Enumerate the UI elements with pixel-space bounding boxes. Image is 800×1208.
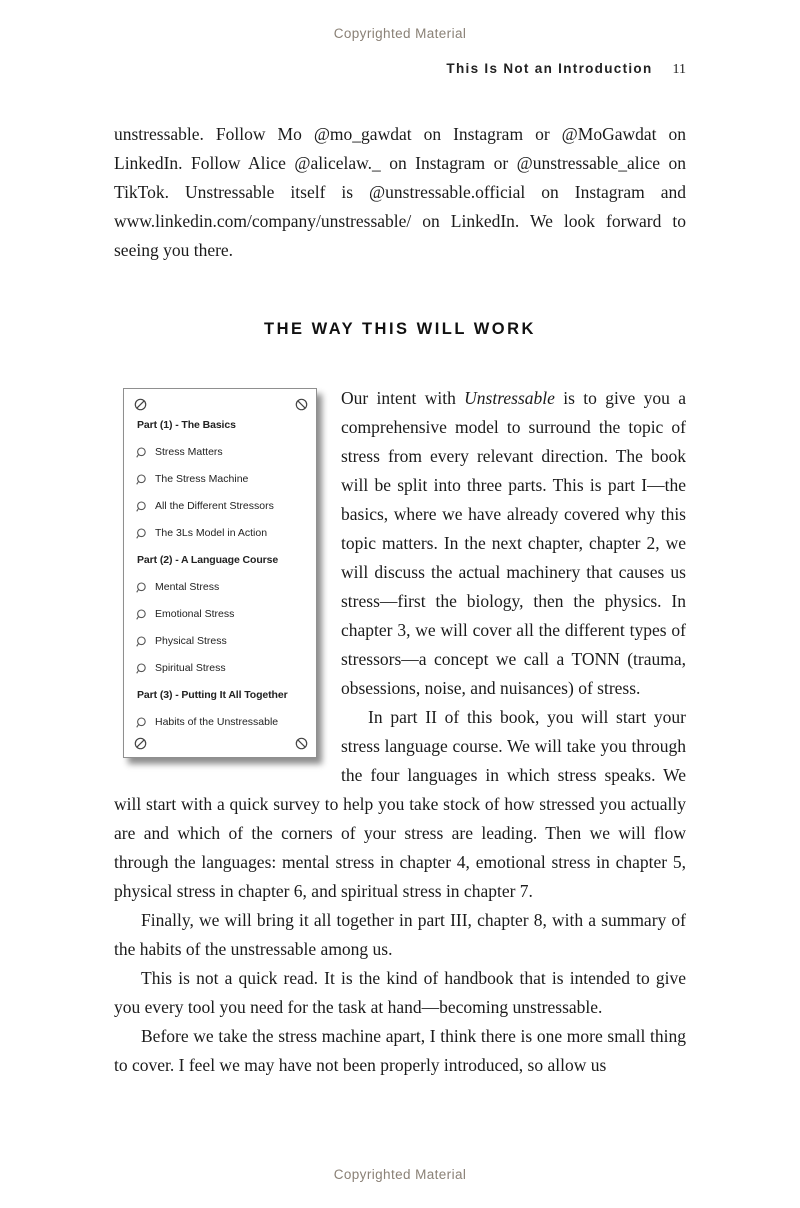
figure-item-label: Mental Stress xyxy=(155,581,220,593)
paragraph-part-two: In part II of this book, you will start your stress language course. We will take you through the four languages in which stress speaks. We will start with a quick survey to help you take stock of how stressed you actually are and which of the corners of your stress are leading. Then we will flow through the languages: mental stress in chapter 4, emotional stress in chapter 5, physical stress in chapter 6, and spiritual stress in chapter 7. xyxy=(114,707,686,901)
figure-item-label: Physical Stress xyxy=(155,635,227,647)
figure-item-label: All the Different Stressors xyxy=(155,500,274,512)
figure-list-item xyxy=(134,574,308,601)
magnifier-icon xyxy=(135,717,147,729)
figure-list-item xyxy=(134,655,308,682)
figure-part-title: Part (2) - A Language Course xyxy=(137,554,279,566)
figure-list-item xyxy=(134,466,308,493)
magnifier-icon xyxy=(135,501,147,513)
table-of-contents-figure xyxy=(123,388,317,758)
figure-item-label: Emotional Stress xyxy=(155,608,235,620)
figure-item-label: Spiritual Stress xyxy=(155,662,226,674)
running-header xyxy=(114,61,686,78)
figure-item-label: The 3Ls Model in Action xyxy=(155,527,268,539)
chapter-title: This Is Not an Introduction xyxy=(446,61,653,76)
paragraph-social-links: unstressable. Follow Mo @mo_gawdat on Instagram or @MoGawdat on LinkedIn. Follow Alice @alicelaw._ on Instagram or @unstressable_alice on TikTok. Unstressable itself is @unstressable.official on Instagram and www.linkedin.com/company/unstressable/ on LinkedIn. We look forward to seeing you there. xyxy=(114,124,686,260)
magnifier-icon xyxy=(135,636,147,648)
figure-item-label: Habits of the Unstressable xyxy=(155,716,279,728)
body-text xyxy=(114,120,686,1080)
section-heading: THE WAY THIS WILL WORK xyxy=(264,320,536,338)
paragraph-text: Our intent with xyxy=(341,388,465,408)
magnifier-icon xyxy=(135,609,147,621)
figure-list-item xyxy=(134,493,308,520)
figure-item-label: Stress Matters xyxy=(155,446,223,458)
figure-part-title: Part (3) - Putting It All Together xyxy=(137,689,288,701)
book-title: Unstressable xyxy=(464,388,555,408)
paragraph-text: is to give you a comprehensive model to surround the topic of stress from every relevant direction. The book will be split into three parts. This is part I—the basics, where we have already covered why this topic matters. In the next chapter, chapter 2, we will discuss the actual machinery that causes us stress—first the biology, then the physics. In chapter 3, we will cover all the different types of stressors—a concept we call a TONN (trauma, obsessions, noise, and nuisances) of stress. xyxy=(341,388,686,698)
figure-list-item xyxy=(134,520,308,547)
figure-top-corners xyxy=(134,397,308,412)
no-symbol-icon xyxy=(295,398,308,411)
copyright-notice-bottom: Copyrighted Material xyxy=(333,1167,467,1182)
magnifier-icon xyxy=(135,582,147,594)
magnifier-icon xyxy=(135,474,147,486)
page-number: 11 xyxy=(672,62,686,77)
no-symbol-icon xyxy=(134,398,147,411)
figure-list-item xyxy=(134,709,308,736)
paragraph-not-quick-read: This is not a quick read. It is the kind of handbook that is intended to give you every tool you need for the task at hand—becoming unstressable. xyxy=(114,968,686,1017)
magnifier-icon xyxy=(135,663,147,675)
section-content xyxy=(114,384,686,906)
copyright-notice-top: Copyrighted Material xyxy=(333,26,467,41)
paragraph-finally: Finally, we will bring it all together in part III, chapter 8, with a summary of the habits of the unstressable among us. xyxy=(114,910,686,959)
no-symbol-icon xyxy=(295,737,308,750)
no-symbol-icon xyxy=(134,737,147,750)
figure-list-item xyxy=(134,628,308,655)
magnifier-icon xyxy=(135,447,147,459)
figure-part-title: Part (1) - The Basics xyxy=(137,419,236,431)
figure-item-label: The Stress Machine xyxy=(155,473,249,485)
magnifier-icon xyxy=(135,528,147,540)
figure-bottom-corners xyxy=(134,736,308,751)
figure-list-item xyxy=(134,601,308,628)
figure-list-item xyxy=(134,439,308,466)
paragraph-before-we-take: Before we take the stress machine apart, I think there is one more small thing to cover. I feel we may have not been properly introduced, so allow us xyxy=(114,1026,686,1075)
